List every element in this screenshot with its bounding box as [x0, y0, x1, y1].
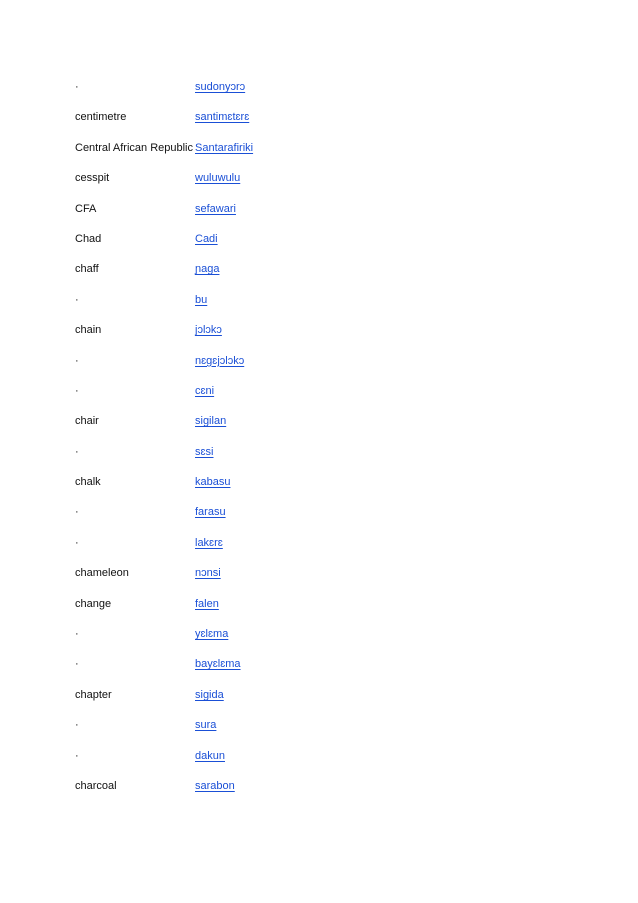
- entry-translation-link[interactable]: dakun: [195, 749, 225, 762]
- entry-translation-link[interactable]: sigilan: [195, 415, 227, 428]
- entry-term: cesspit: [75, 172, 110, 185]
- entry-translation-link[interactable]: cɛni: [195, 384, 215, 397]
- dictionary-entry: [75, 445, 555, 475]
- dictionary-entry: [75, 536, 555, 566]
- dictionary-entry: [75, 110, 555, 140]
- dictionary-entry: [75, 475, 555, 505]
- entry-term: chameleon: [75, 567, 129, 580]
- entry-term: ·: [75, 354, 79, 367]
- entry-term: ·: [75, 81, 79, 93]
- dictionary-entry: [75, 141, 555, 171]
- entry-term: chair: [75, 415, 99, 428]
- dictionary-entry: [75, 779, 555, 809]
- entry-term: ·: [75, 293, 79, 306]
- dictionary-entry: [75, 566, 555, 596]
- entry-term: ·: [75, 384, 79, 397]
- dictionary-entry: [75, 597, 555, 627]
- dictionary-entry: [75, 354, 555, 384]
- dictionary-entry: [75, 627, 555, 657]
- entry-translation-link[interactable]: sura: [195, 719, 217, 732]
- dictionary-entry: [75, 232, 555, 262]
- dictionary-entry: [75, 80, 555, 110]
- entry-term: ·: [75, 628, 79, 641]
- dictionary-entry: [75, 505, 555, 535]
- entry-translation-link[interactable]: Santarafiriki: [195, 141, 254, 154]
- dictionary-entry: [75, 718, 555, 748]
- entry-term: ·: [75, 719, 79, 732]
- entry-term: ·: [75, 749, 79, 762]
- dictionary-entry: [75, 202, 555, 232]
- entry-translation-link[interactable]: falen: [195, 597, 219, 610]
- entry-term: chapter: [75, 688, 112, 701]
- dictionary-entry: [75, 657, 555, 687]
- entry-translation-link[interactable]: nɛgɛjɔlɔkɔ: [195, 354, 245, 367]
- dictionary-entry: [75, 323, 555, 353]
- entry-translation-link[interactable]: sigida: [195, 688, 224, 701]
- entry-translation-link[interactable]: wuluwulu: [195, 172, 241, 185]
- entry-term: Central African Republic: [75, 141, 194, 154]
- entry-translation-link[interactable]: santimɛtɛrɛ: [195, 111, 250, 124]
- entry-term: chain: [75, 324, 102, 337]
- entry-term: ·: [75, 658, 79, 671]
- dictionary-entry: [75, 293, 555, 323]
- dictionary-entry: [75, 171, 555, 201]
- entry-translation-link[interactable]: sarabon: [195, 779, 235, 792]
- entry-translation-link[interactable]: jɔlɔkɔ: [195, 324, 222, 337]
- entry-translation-link[interactable]: bu: [195, 293, 208, 306]
- entry-translation-link[interactable]: farasu: [195, 506, 226, 519]
- entry-translation-link[interactable]: ɲaga: [195, 263, 220, 276]
- dictionary-entry: [75, 749, 555, 779]
- entry-term: chalk: [75, 476, 101, 489]
- entry-translation-link[interactable]: sudonyɔrɔ: [195, 81, 246, 93]
- entry-term: centimetre: [75, 111, 127, 124]
- dictionary-entry: [75, 688, 555, 718]
- entry-term: ·: [75, 506, 79, 519]
- entry-translation-link[interactable]: Cadi: [195, 232, 218, 245]
- entry-translation-link[interactable]: yɛlɛma: [195, 628, 229, 641]
- entry-term: charcoal: [75, 779, 117, 792]
- entry-translation-link[interactable]: kabasu: [195, 476, 231, 489]
- entry-translation-link[interactable]: nɔnsi: [195, 567, 221, 580]
- entry-translation-link[interactable]: lakɛrɛ: [195, 536, 223, 549]
- dictionary-entry: [75, 414, 555, 444]
- entry-term: CFA: [75, 202, 97, 215]
- dictionary-entry: [75, 262, 555, 292]
- entry-translation-link[interactable]: sefawari: [195, 202, 236, 215]
- entry-term: change: [75, 597, 112, 610]
- entry-term: ·: [75, 445, 79, 458]
- entry-term: Chad: [75, 232, 102, 245]
- dictionary-entry: [75, 384, 555, 414]
- entry-term: chaff: [75, 263, 99, 276]
- entry-term: ·: [75, 536, 79, 549]
- entry-translation-link[interactable]: bayɛlɛma: [195, 658, 241, 671]
- entry-translation-link[interactable]: sɛsi: [195, 445, 214, 458]
- dictionary-entry-list: [75, 80, 555, 809]
